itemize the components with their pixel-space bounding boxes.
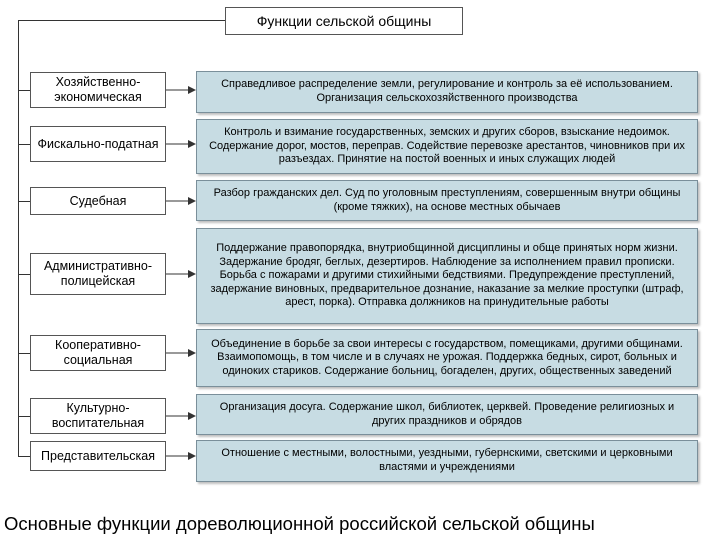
arrow-right-icon [166, 348, 196, 358]
function-box: Представительская [30, 441, 166, 471]
function-box: Хозяйственно-экономическая [30, 72, 166, 108]
diagram-title: Функции сельской общины [225, 7, 463, 35]
branch-connector [18, 274, 30, 275]
arrow-right-icon [166, 411, 196, 421]
branch-connector [18, 90, 30, 91]
function-description: Организация досуга. Содержание школ, библиотек, церквей. Проведение религиозных и других праздников и обрядов [196, 394, 698, 435]
branch-connector [18, 201, 30, 202]
arrow-right-icon [166, 269, 196, 279]
function-description: Справедливое распределение земли, регулирование и контроль за её использованием. Организация сельскохозяйственного производства [196, 71, 698, 113]
figure-caption: Основные функции дореволюционной российской сельской общины [4, 513, 595, 534]
function-box: Судебная [30, 187, 166, 215]
function-box: Фискально-податная [30, 126, 166, 162]
arrow-right-icon [166, 85, 196, 95]
root-connector-horizontal [18, 20, 225, 21]
trunk-connector [18, 20, 19, 456]
function-description: Поддержание правопорядка, внутриобщинной дисциплины и обще принятых норм жизни. Задержание бродяг, беглых, дезертиров. Наблюдение за исполнением правил прописки. Борьба с пожарами и другими стихийными бедствиями. Предупреждение преступлений, задержание виновных, предварительное дознание, наказание за мелкие проступки (штраф, арест, порка). Отправка должников на принудительные работы [196, 228, 698, 324]
function-box: Административно-полицейская [30, 253, 166, 295]
branch-connector [18, 144, 30, 145]
arrow-right-icon [166, 196, 196, 206]
function-box: Кооперативно-социальная [30, 335, 166, 371]
function-box: Культурно-воспитательная [30, 398, 166, 434]
branch-connector [18, 456, 30, 457]
branch-connector [18, 353, 30, 354]
function-description: Контроль и взимание государственных, земских и других сборов, взыскание недоимок. Содержание дорог, мостов, переправ. Содействие перевозке арестантов, чиновников при их разъездах. Принятие на постой военных и иных служащих людей [196, 119, 698, 174]
arrow-right-icon [166, 451, 196, 461]
function-description: Объединение в борьбе за свои интересы с государством, помещиками, другими общинами. Взаимопомощь, в том числе и в случаях не урожая. Поддержка бедных, сирот, больных и одиноких стариков. Содержание больниц, богаделен, других, общественных заведений [196, 329, 698, 387]
function-description: Отношение с местными, волостными, уездными, губернскими, светскими и церковными властями и учреждениями [196, 440, 698, 482]
function-description: Разбор гражданских дел. Суд по уголовным преступлениям, совершенным внутри общины (кроме тяжких), на основе местных обычаев [196, 180, 698, 221]
branch-connector [18, 416, 30, 417]
arrow-right-icon [166, 139, 196, 149]
